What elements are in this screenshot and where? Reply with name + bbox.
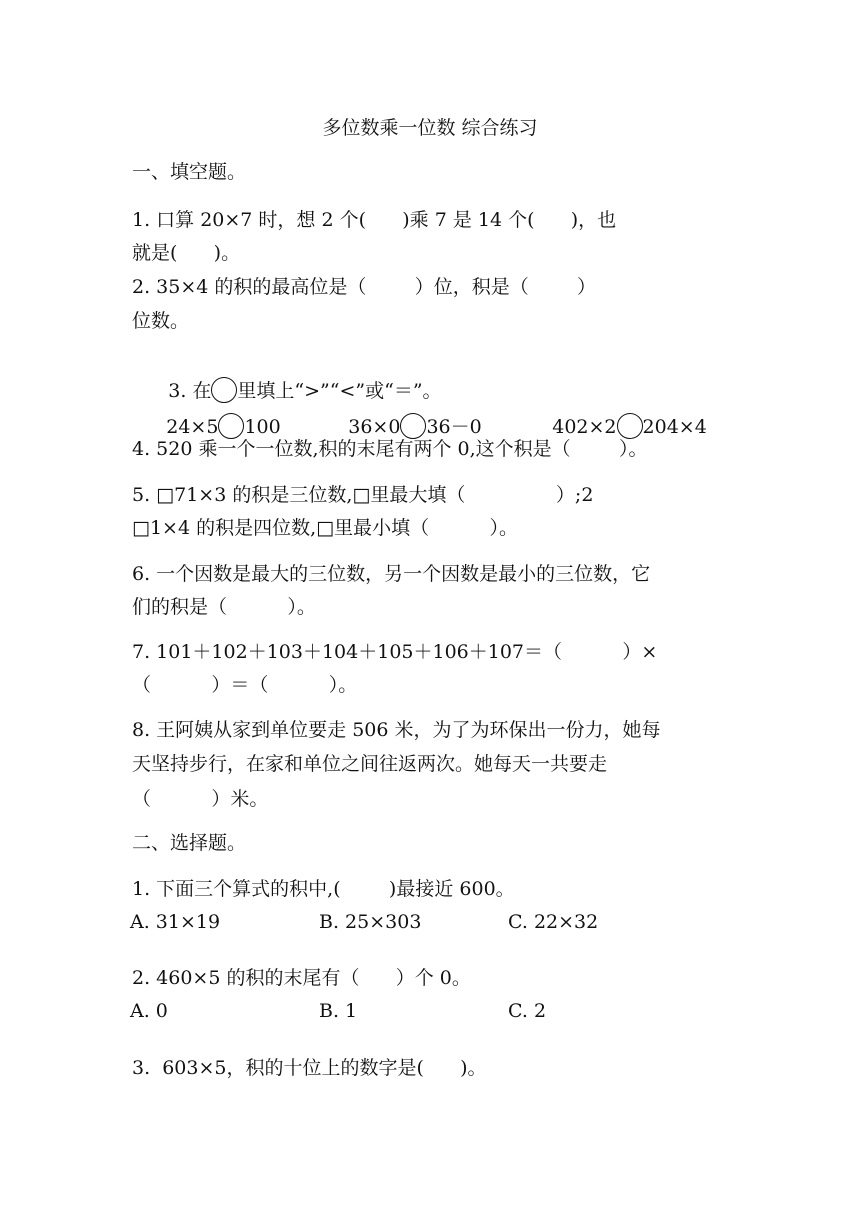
- question-text: 5. □71×3 的积是三位数,□里最大填（ ）;2: [132, 484, 594, 506]
- question-stem: 2. 460×5 的积的末尾有（ ）个 0。: [132, 967, 471, 989]
- option-a[interactable]: A. 31×19: [130, 911, 221, 933]
- question-stem: 1. 下面三个算式的积中,( )最接近 600。: [132, 878, 515, 900]
- question-text-pre: 3. 在: [168, 380, 212, 402]
- question-text: 4. 520 乘一个一位数,积的末尾有两个 0,这个积是（ ）。: [132, 438, 648, 460]
- compare-circle-icon[interactable]: [400, 413, 426, 439]
- question-text: 6. 一个因数是最大的三位数，另一个因数是最小的三位数，它: [132, 563, 651, 585]
- question-text: 就是( )。: [132, 242, 241, 264]
- question-text: （ ）＝（ ）。: [132, 674, 358, 696]
- question-text: □1×4 的积是四位数,□里最小填（ ）。: [132, 517, 518, 539]
- question-text-post: 里填上“>”“<”或“＝”。: [237, 380, 442, 402]
- section-heading-fill-in: 一、填空题。: [132, 161, 247, 183]
- question-text: （ ）米。: [132, 788, 269, 810]
- option-c[interactable]: C. 2: [508, 1000, 547, 1022]
- compare-left: 402×2: [552, 416, 617, 438]
- compare-right: 204×4: [642, 416, 707, 438]
- compare-right: 100: [244, 416, 281, 438]
- page-title: 多位数乘一位数 综合练习: [322, 117, 538, 139]
- compare-circle-icon[interactable]: [218, 413, 244, 439]
- question-stem: 3. 603×5，积的十位上的数字是( )。: [132, 1057, 487, 1079]
- option-b[interactable]: B. 25×303: [319, 911, 422, 933]
- option-b[interactable]: B. 1: [319, 1000, 358, 1022]
- question-text: 位数。: [132, 310, 190, 332]
- question-text: 2. 35×4 的积的最高位是（ ）位，积是（ ）: [132, 276, 597, 298]
- compare-left: 36×0: [348, 416, 401, 438]
- compare-circle-icon[interactable]: [617, 413, 643, 439]
- option-c[interactable]: C. 22×32: [508, 911, 599, 933]
- compare-left: 24×5: [166, 416, 219, 438]
- option-a[interactable]: A. 0: [130, 1000, 168, 1022]
- question-text: 天坚持步行，在家和单位之间往返两次。她每天一共要走: [132, 753, 608, 775]
- section-heading-multiple-choice: 二、选择题。: [132, 832, 247, 854]
- question-text: 8. 王阿姨从家到单位要走 506 米，为了为环保出一份力，她每: [132, 719, 661, 741]
- question-text: 1. 口算 20×7 时，想 2 个( )乘 7 是 14 个( )，也: [132, 209, 617, 231]
- question-text: 们的积是（ ）。: [132, 596, 316, 618]
- compare-right: 36－0: [426, 416, 482, 438]
- question-text: 7. 101＋102＋103＋104＋105＋106＋107＝（ ）×: [132, 641, 658, 663]
